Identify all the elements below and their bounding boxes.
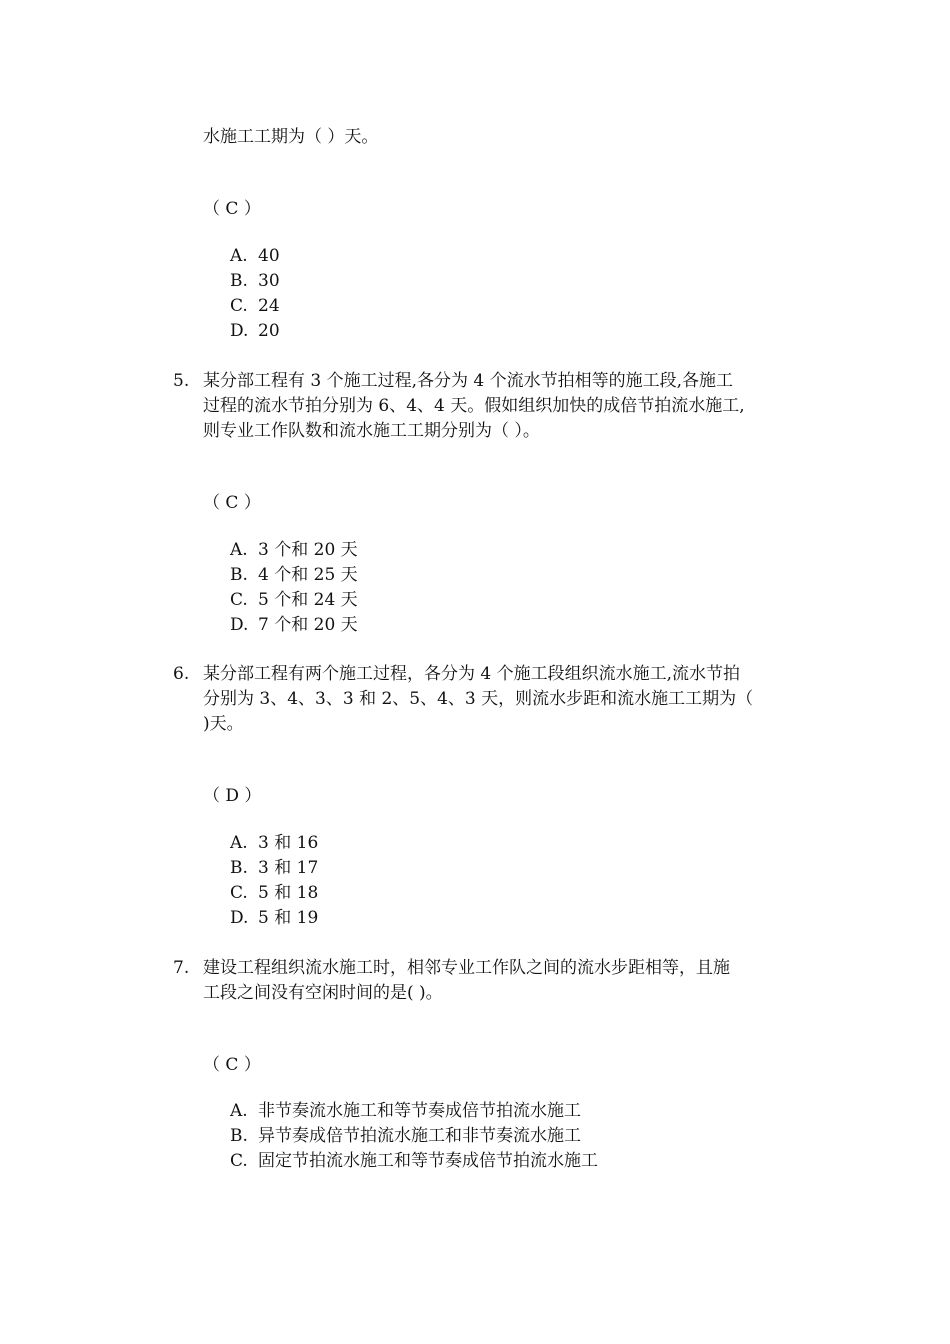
- option-text: 5 和 18: [258, 883, 319, 903]
- q5-stem-line-3: 则专业工作队数和流水施工工期分别为（ ）。: [203, 421, 540, 441]
- option-text: 20: [258, 321, 280, 341]
- q4-option-b: [230, 269, 280, 294]
- option-text: 3 和 17: [258, 858, 319, 878]
- option-text: 7 个和 20 天: [258, 615, 358, 635]
- q4-option-d: [230, 319, 280, 344]
- q6-stem-line-1: 某分部工程有两个施工过程，各分为 4 个施工段组织流水施工,流水节拍: [203, 664, 741, 684]
- option-letter: B.: [230, 1126, 248, 1146]
- option-letter: D.: [230, 908, 249, 928]
- q5-stem-line-1: 某分部工程有 3 个施工过程,各分为 4 个流水节拍相等的施工段,各施工: [203, 371, 734, 391]
- q5-option-b: [230, 563, 358, 588]
- q5-number: 5.: [173, 371, 190, 391]
- option-letter: B.: [230, 565, 248, 585]
- option-text: 24: [258, 296, 280, 316]
- q7-stem-line-1: 建设工程组织流水施工时，相邻专业工作队之间的流水步距相等，且施: [203, 958, 730, 978]
- option-text: 40: [258, 246, 280, 266]
- option-letter: B.: [230, 858, 248, 878]
- q4-stem-tail: 水施工工期为（ ）天。: [203, 127, 379, 147]
- q4-options: [230, 244, 280, 344]
- option-text: 3 和 16: [258, 833, 319, 853]
- option-text: 5 和 19: [258, 908, 319, 928]
- q6-stem-line-2: 分别为 3、4、3、3 和 2、5、4、3 天，则流水步距和流水施工工期为（: [203, 689, 754, 709]
- q4-option-c: [230, 294, 280, 319]
- option-text: 异节奏成倍节拍流水施工和非节奏流水施工: [258, 1126, 581, 1146]
- q5-option-d: [230, 613, 358, 638]
- option-text: 固定节拍流水施工和等节奏成倍节拍流水施工: [258, 1151, 598, 1171]
- option-text: 5 个和 24 天: [258, 590, 358, 610]
- option-text: 3 个和 20 天: [258, 540, 358, 560]
- option-letter: A.: [230, 833, 248, 853]
- q6-number: 6.: [173, 664, 190, 684]
- q5-stem-line-2: 过程的流水节拍分别为 6、4、4 天。假如组织加快的成倍节拍流水施工,: [203, 396, 745, 416]
- option-letter: C.: [230, 590, 248, 610]
- q7-option-a: [230, 1099, 598, 1124]
- q6-option-a: [230, 831, 318, 856]
- q4-option-a: [230, 244, 280, 269]
- option-letter: A.: [230, 1101, 248, 1121]
- q7-option-c: [230, 1149, 598, 1174]
- q7-options: [230, 1099, 598, 1174]
- q6-option-b: [230, 856, 318, 881]
- option-letter: C.: [230, 296, 248, 316]
- q5-option-a: [230, 538, 358, 563]
- q6-options: [230, 831, 318, 931]
- option-text: 30: [258, 271, 280, 291]
- option-letter: A.: [230, 246, 248, 266]
- q5-answer: （ C ）: [203, 493, 261, 513]
- option-letter: C.: [230, 1151, 248, 1171]
- q6-option-d: [230, 906, 318, 931]
- option-letter: D.: [230, 615, 249, 635]
- q7-option-b: [230, 1124, 598, 1149]
- option-text: 4 个和 25 天: [258, 565, 358, 585]
- q6-option-c: [230, 881, 318, 906]
- option-letter: B.: [230, 271, 248, 291]
- q7-number: 7.: [173, 958, 190, 978]
- q6-answer: （ D ）: [203, 786, 262, 806]
- q6-stem-line-3: )天。: [203, 714, 244, 734]
- q5-option-c: [230, 588, 358, 613]
- option-letter: C.: [230, 883, 248, 903]
- option-letter: A.: [230, 540, 248, 560]
- q4-answer: （ C ）: [203, 199, 261, 219]
- option-letter: D.: [230, 321, 249, 341]
- q5-options: [230, 538, 358, 638]
- option-text: 非节奏流水施工和等节奏成倍节拍流水施工: [258, 1101, 581, 1121]
- q7-answer: （ C ）: [203, 1055, 261, 1075]
- q7-stem-line-2: 工段之间没有空闲时间的是( )。: [203, 983, 443, 1003]
